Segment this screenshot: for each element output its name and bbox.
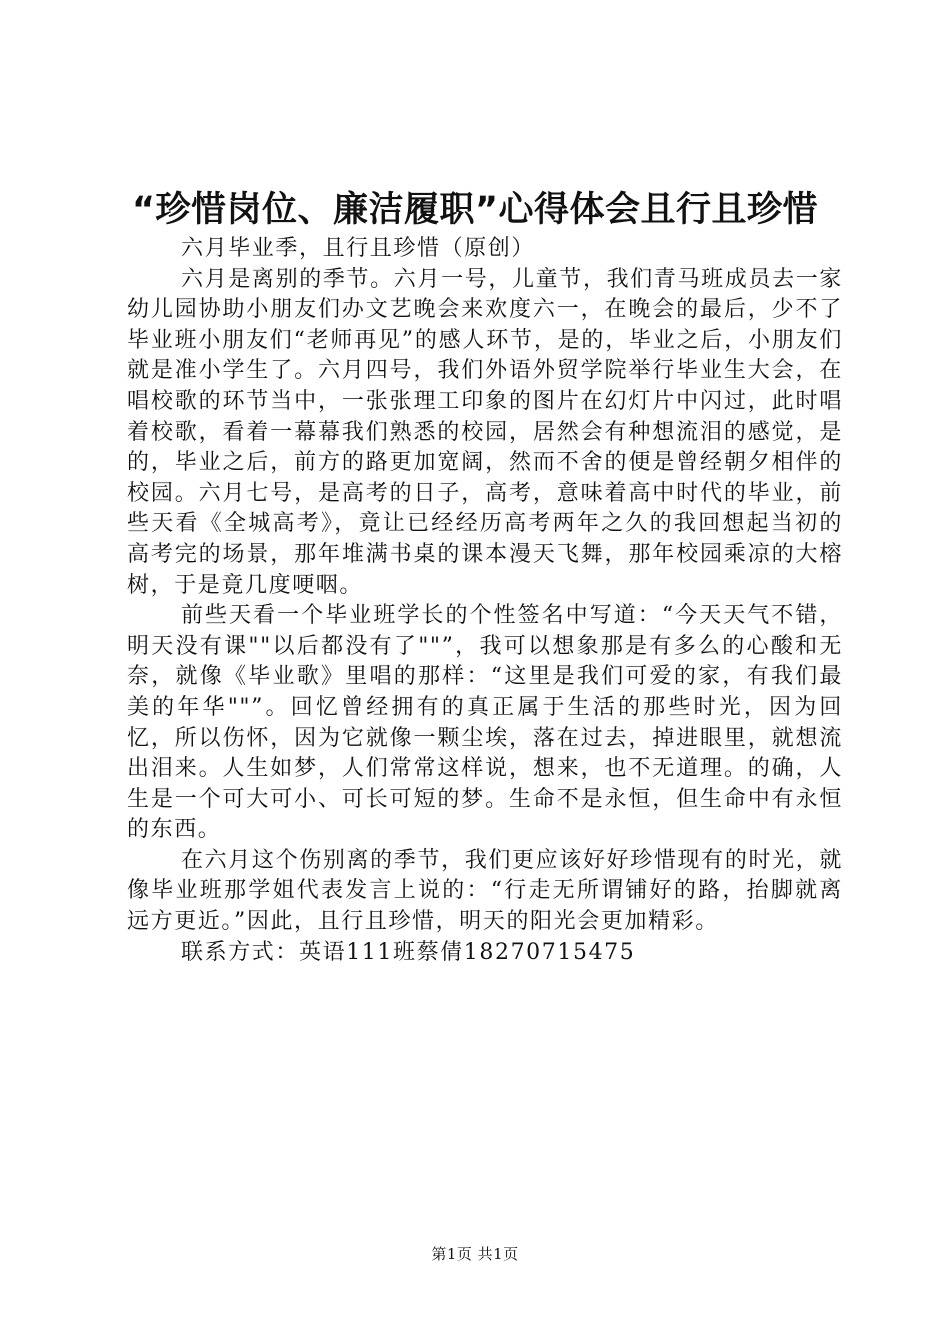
paragraph-2: 前些天看一个毕业班学长的个性签名中写道：“今天天气不错，明天没有课""以后都没有了""”，我可以想象那是有多么的心酸和无奈，就像《毕业歌》里唱的那样：“这里是我们可爱的家，有我们最美的年华""”。回忆曾经拥有的真正属于生活的那些时光，因为回忆，所以伤怀，因为它就像一颗尘埃，落在过去，掉进眼里，就想流出泪来。人生如梦，人们常常这样说，想来，也不无道理。的确，人生是一个可大可小、可长可短的梦。生命不是永恒，但生命中有永恒的东西。 [127,603,843,843]
document-title: “珍惜岗位、廉洁履职”心得体会且行且珍惜 [131,190,818,230]
page-footer: 第1页 共1页 [431,1245,519,1263]
document-body [127,234,843,968]
paragraph-1: 六月是离别的季节。六月一号，儿童节，我们青马班成员去一家幼儿园协助小朋友们办文艺晚会来欢度六一，在晚会的最后，少不了毕业班小朋友们“老师再见”的感人环节，是的，毕业之后，小朋友们就是准小学生了。六月四号，我们外语外贸学院举行毕业生大会，在唱校歌的环节当中，一张张理工印象的图片在幻灯片中闪过，此时唱着校歌，看着一幕幕我们熟悉的校园，居然会有种想流泪的感觉，是的，毕业之后，前方的路更加宽阔，然而不舍的便是曾经朝夕相伴的校园。六月七号，是高考的日子，高考，意味着高中时代的毕业，前些天看《全城高考》，竟让已经经历高考两年之久的我回想起当初的高考完的场景，那年堆满书桌的课本漫天飞舞，那年校园乘凉的大榕树，于是竟几度哽咽。 [127,266,843,598]
paragraph-3: 在六月这个伤别离的季节，我们更应该好好珍惜现有的时光，就像毕业班那学姐代表发言上说的：“行走无所谓铺好的路，抬脚就离远方更近。”因此，且行且珍惜，明天的阳光会更加精彩。 [127,847,843,935]
contact-line: 联系方式：英语111班蔡倩18270715475 [181,939,636,965]
subtitle-line: 六月毕业季，且行且珍惜（原创） [181,236,536,261]
